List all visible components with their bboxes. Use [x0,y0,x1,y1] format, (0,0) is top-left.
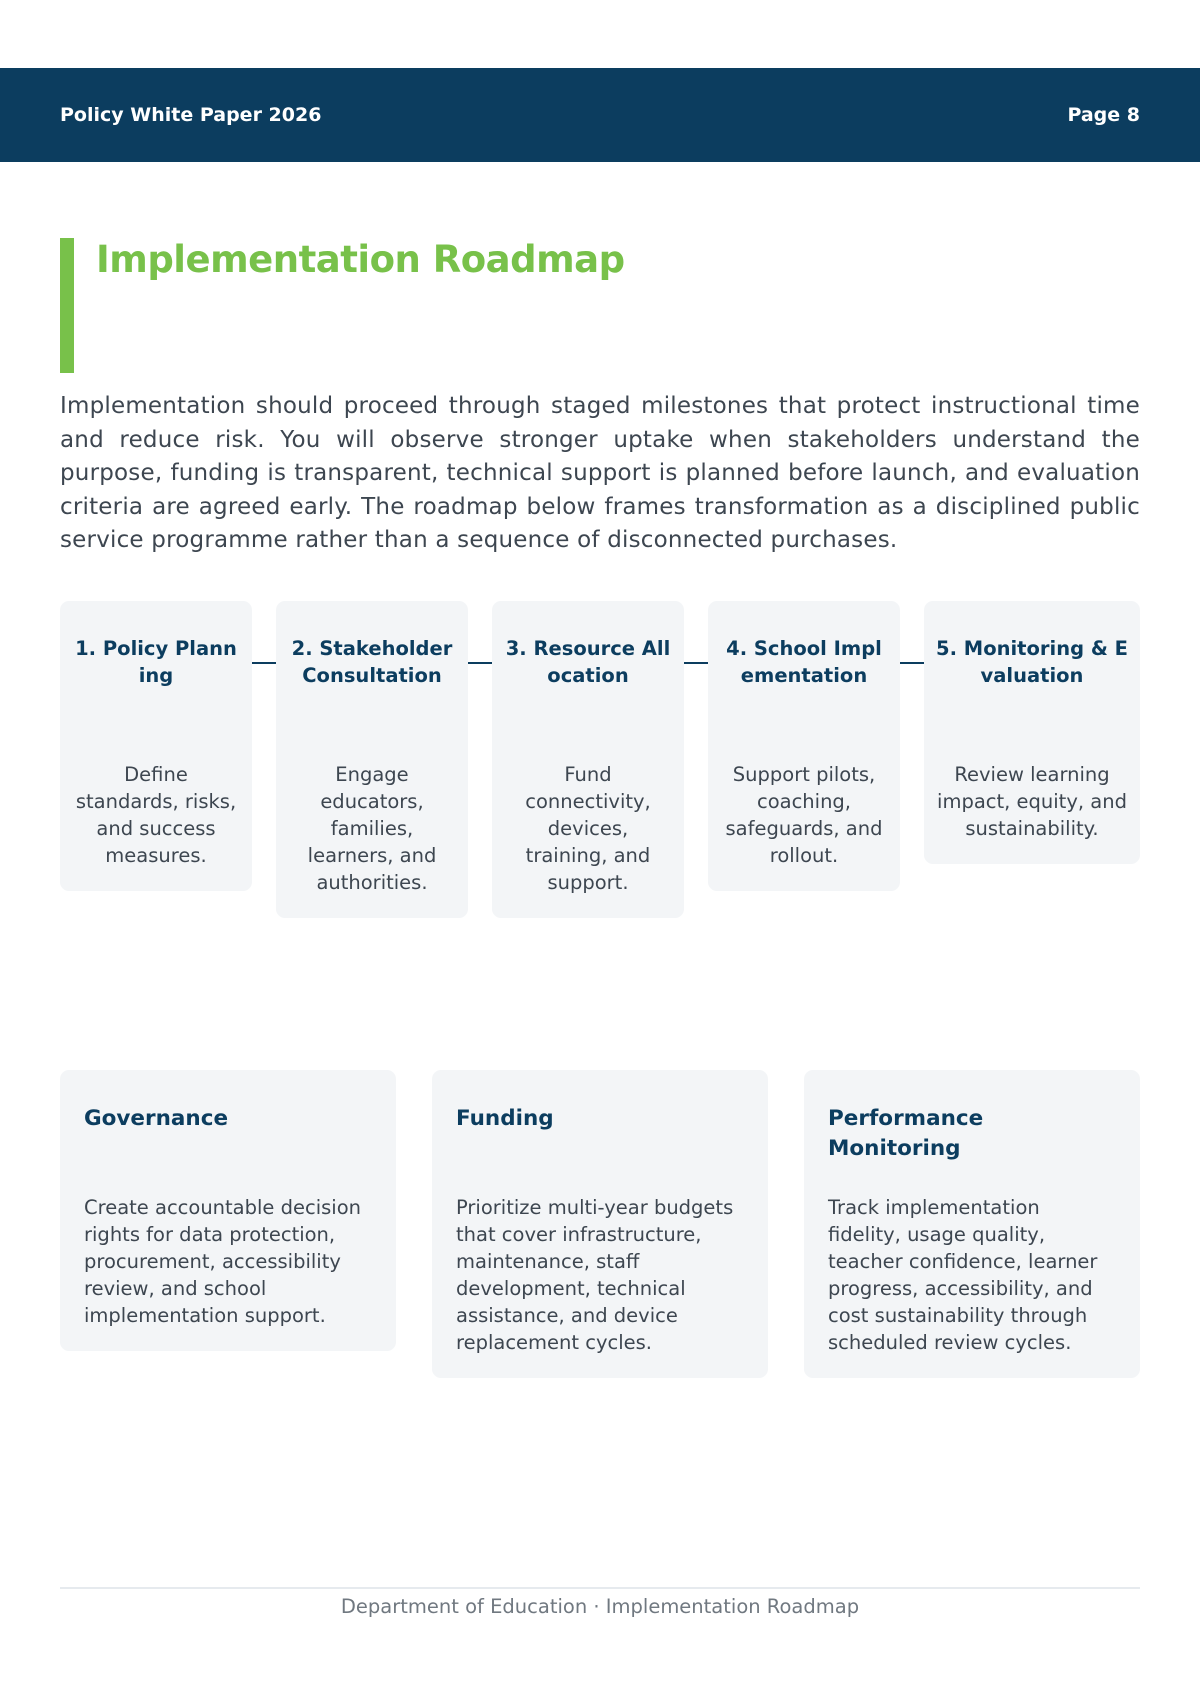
card-description: Prioritize multi-year budgets that cover infrastructure, maintenance, staff development, technical assistance, and device replacement cycles. [456,1196,734,1354]
roadmap-step-resource-allocation [492,601,684,918]
page-number: Page 8 [1067,104,1140,126]
card-funding [432,1070,768,1378]
card-title: Governance [84,1106,229,1131]
card-title: Funding [456,1106,554,1131]
section-title: Implementation Roadmap [96,238,625,281]
page-header [0,68,1200,162]
intro-paragraph: Implementation should proceed through staged milestones that protect instructional time and reduce risk. You will observe stronger uptake when stakeholders understand the purpose, funding is transparent, technical support is planned before launch, and evaluation criteria are agreed early. The roadmap below frames transformation as a disciplined public service programme rather than a sequence of disconnected purchases. [60,393,1140,554]
step-connector [900,662,924,664]
step-description: Fund connectivity, devices, training, and support. [525,763,651,894]
step-description: Support pilots, coaching, safeguards, and rollout. [725,763,883,867]
step-connector [252,662,276,664]
card-description: Create accountable decision rights for data protection, procurement, accessibility review, and school implementation support. [84,1196,361,1327]
step-description: Review learning impact, equity, and sustainability. [937,763,1127,840]
step-title: 4. School Implementation [726,637,882,687]
footer-divider [60,1587,1140,1589]
page-footer: Department of Education · Implementation Roadmap [340,1595,860,1618]
step-title: 2. Stakeholder Consultation [291,637,453,687]
step-title: 3. Resource Allocation [505,637,671,687]
roadmap-step-policy-planning [60,601,252,891]
roadmap-step-school-implementation [708,601,900,891]
title-accent-bar [60,238,74,373]
card-performance-monitoring [804,1070,1140,1378]
step-title: 5. Monitoring & Evaluation [936,637,1128,687]
step-connector [684,662,708,664]
roadmap-step-monitoring-evaluation [924,601,1140,864]
roadmap-step-stakeholder-consultation [276,601,468,918]
document-title: Policy White Paper 2026 [60,104,322,126]
card-title: Performance Monitoring [828,1106,984,1161]
card-governance [60,1070,396,1351]
step-title: 1. Policy Planning [75,637,237,687]
card-description: Track implementation fidelity, usage quality, teacher confidence, learner progress, accessibility, and cost sustainability through scheduled review cycles. [828,1196,1098,1354]
step-connector [468,662,492,664]
step-description: Define standards, risks, and success measures. [75,763,237,867]
step-description: Engage educators, families, learners, and authorities. [307,763,437,894]
